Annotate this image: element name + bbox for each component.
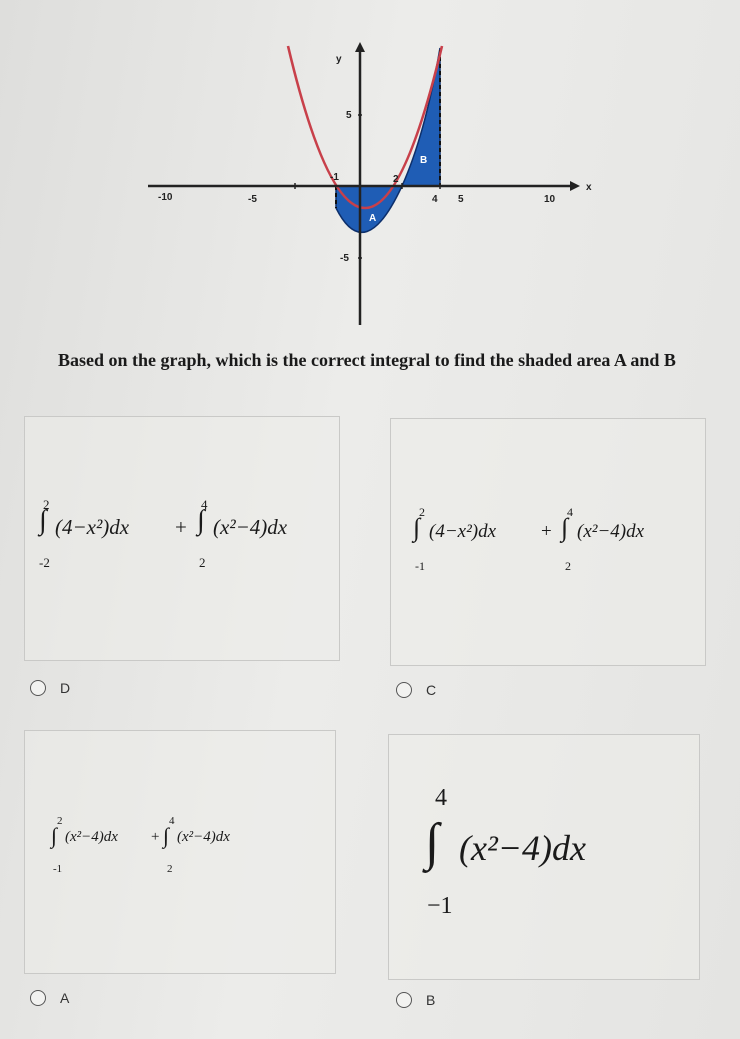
- y-tick-label: 5: [346, 110, 352, 121]
- point-label: 2: [393, 174, 399, 185]
- parabola-graph: [140, 40, 590, 330]
- lower-limit: 2: [565, 559, 571, 573]
- option-a[interactable]: [30, 990, 69, 1006]
- x-tick-label: -10: [158, 192, 173, 203]
- point-label: -1: [330, 172, 339, 183]
- integral-sign-icon: ∫: [425, 814, 440, 871]
- radio-button[interactable]: [30, 680, 46, 696]
- lower-limit: -2: [39, 555, 50, 570]
- upper-limit: 4: [435, 785, 447, 811]
- plus-sign: +: [175, 515, 187, 539]
- answer-card-c[interactable]: [390, 418, 706, 666]
- integrand: (4−x²)dx: [55, 515, 130, 539]
- lower-limit: -1: [415, 559, 425, 573]
- integral-sign-icon: ∫: [197, 505, 205, 536]
- x-axis-label: x: [586, 182, 592, 193]
- x-tick-label: 4: [432, 194, 438, 205]
- region-b-label: B: [420, 155, 428, 166]
- integrand: (x²−4)dx: [577, 521, 645, 542]
- question-text: Based on the graph, which is the correct integral to find the shaded area A and B: [58, 350, 676, 370]
- lower-limit: 2: [167, 863, 173, 875]
- plus-sign: +: [151, 829, 160, 845]
- lower-limit: -1: [53, 863, 63, 875]
- integrand: (x²−4)dx: [65, 829, 118, 845]
- answer-card-a[interactable]: [24, 730, 336, 974]
- integrand: (4−x²)dx: [429, 521, 497, 542]
- upper-limit: 2: [57, 815, 63, 827]
- option-label: C: [426, 682, 437, 698]
- radio-button[interactable]: [396, 992, 412, 1008]
- x-tick-label: -5: [248, 194, 257, 205]
- upper-limit: 4: [169, 815, 175, 827]
- integral-sign-icon: ∫: [51, 823, 58, 848]
- upper-limit: 4: [201, 497, 208, 512]
- option-c[interactable]: [396, 682, 436, 698]
- region-a-label: A: [369, 213, 377, 224]
- upper-limit: 2: [419, 505, 425, 519]
- y-axis-label: y: [336, 54, 342, 65]
- integral-sign-icon: ∫: [39, 505, 47, 536]
- lower-limit: 2: [199, 555, 206, 570]
- answer-card-d[interactable]: [24, 416, 340, 661]
- integral-sign-icon: ∫: [163, 823, 170, 848]
- x-axis-arrow-icon: [570, 181, 580, 191]
- integral-sign-icon: ∫: [413, 513, 421, 542]
- upper-limit: 2: [43, 497, 50, 512]
- option-label: D: [60, 680, 71, 696]
- lower-limit: −1: [427, 893, 453, 919]
- x-tick-label: 5: [458, 194, 464, 205]
- x-tick-label: 10: [544, 194, 556, 205]
- shaded-region-a: [336, 186, 402, 232]
- option-label: A: [60, 990, 70, 1006]
- option-label: B: [426, 992, 436, 1008]
- radio-button[interactable]: [30, 990, 46, 1006]
- option-b[interactable]: [396, 992, 435, 1008]
- option-d[interactable]: [30, 680, 70, 696]
- integrand: (x²−4)dx: [213, 515, 288, 539]
- answer-card-b[interactable]: [388, 734, 700, 980]
- integrand: (x²−4)dx: [459, 828, 587, 868]
- radio-button[interactable]: [396, 682, 412, 698]
- integrand: (x²−4)dx: [177, 829, 230, 845]
- integral-sign-icon: ∫: [561, 513, 569, 542]
- y-tick-label: -5: [340, 253, 349, 264]
- y-axis-arrow-icon: [355, 42, 365, 52]
- upper-limit: 4: [567, 505, 573, 519]
- plus-sign: +: [541, 521, 552, 542]
